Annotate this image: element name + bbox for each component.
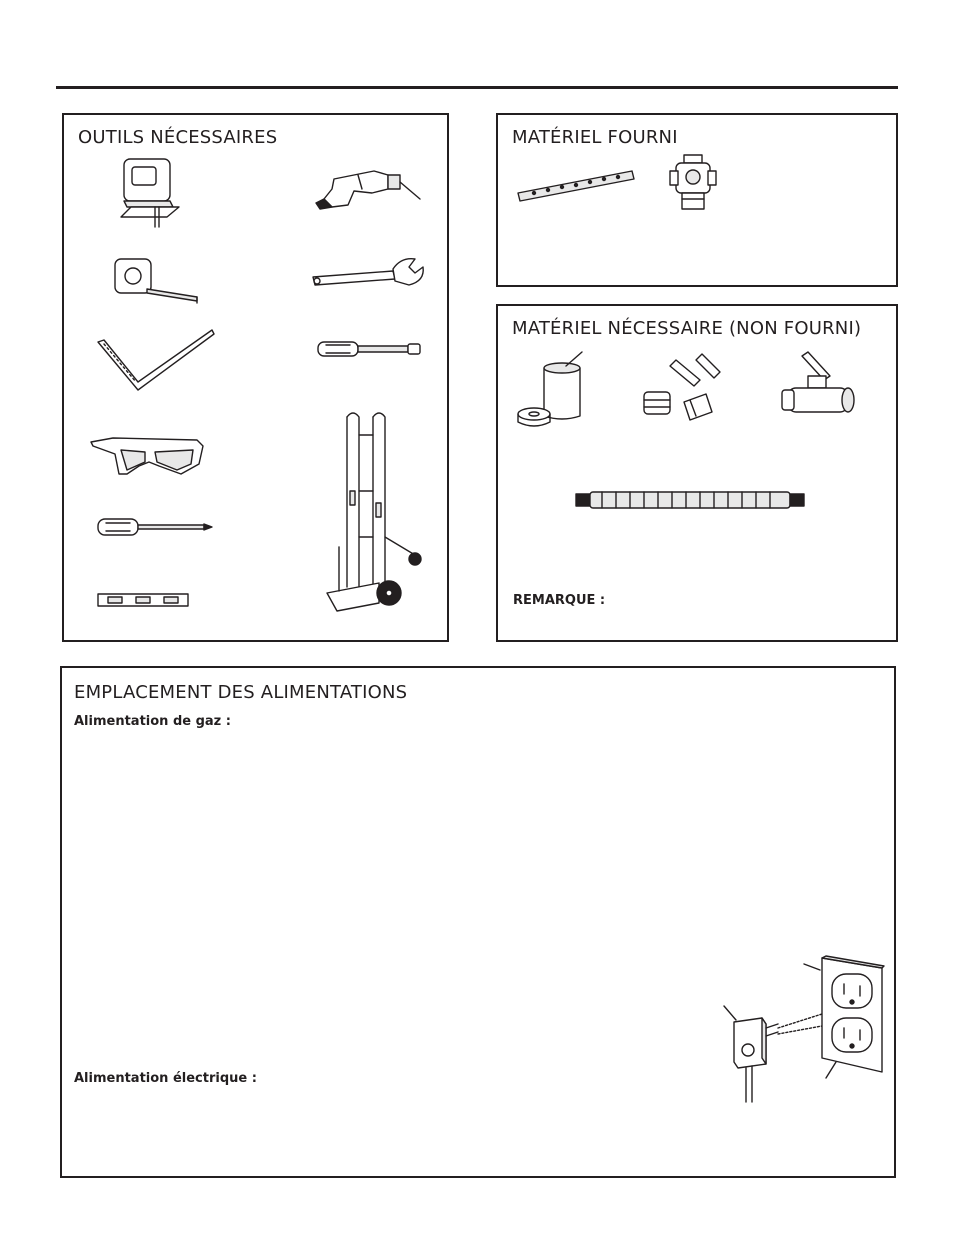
wall-outlet-icon	[800, 950, 886, 1082]
required-note-label: REMARQUE :	[513, 593, 606, 608]
jigsaw-icon	[119, 155, 189, 230]
anti-tip-bracket-icon	[514, 165, 639, 207]
pipe-fittings-icon	[638, 350, 728, 430]
flexible-gas-line-icon	[572, 488, 808, 512]
carpenter-square-icon	[94, 330, 219, 400]
required-box	[496, 304, 898, 642]
gas-regulator-icon	[666, 153, 721, 215]
tape-measure-icon	[109, 253, 209, 307]
screwdriver-icon	[94, 515, 219, 539]
nut-driver-icon	[314, 337, 429, 361]
drill-icon	[314, 165, 424, 213]
level-icon	[94, 590, 194, 610]
supplied-box	[496, 113, 898, 287]
required-title: MATÉRIEL NÉCESSAIRE (NON FOURNI)	[512, 318, 862, 339]
adjustable-wrench-icon	[309, 255, 429, 291]
tools-box	[62, 113, 449, 642]
top-rule	[56, 86, 898, 89]
tools-title: OUTILS NÉCESSAIRES	[78, 127, 278, 148]
shutoff-valve-icon	[778, 350, 863, 430]
pipe-sealant-icon	[512, 350, 592, 430]
supply-location-box	[60, 666, 896, 1178]
hand-truck-icon	[319, 407, 429, 617]
electric-supply-label: Alimentation électrique :	[74, 1071, 257, 1086]
supply-location-title: EMPLACEMENT DES ALIMENTATIONS	[74, 682, 408, 703]
supplied-title: MATÉRIEL FOURNI	[512, 127, 678, 148]
gas-supply-label: Alimentation de gaz :	[74, 714, 231, 729]
safety-glasses-icon	[89, 430, 209, 480]
